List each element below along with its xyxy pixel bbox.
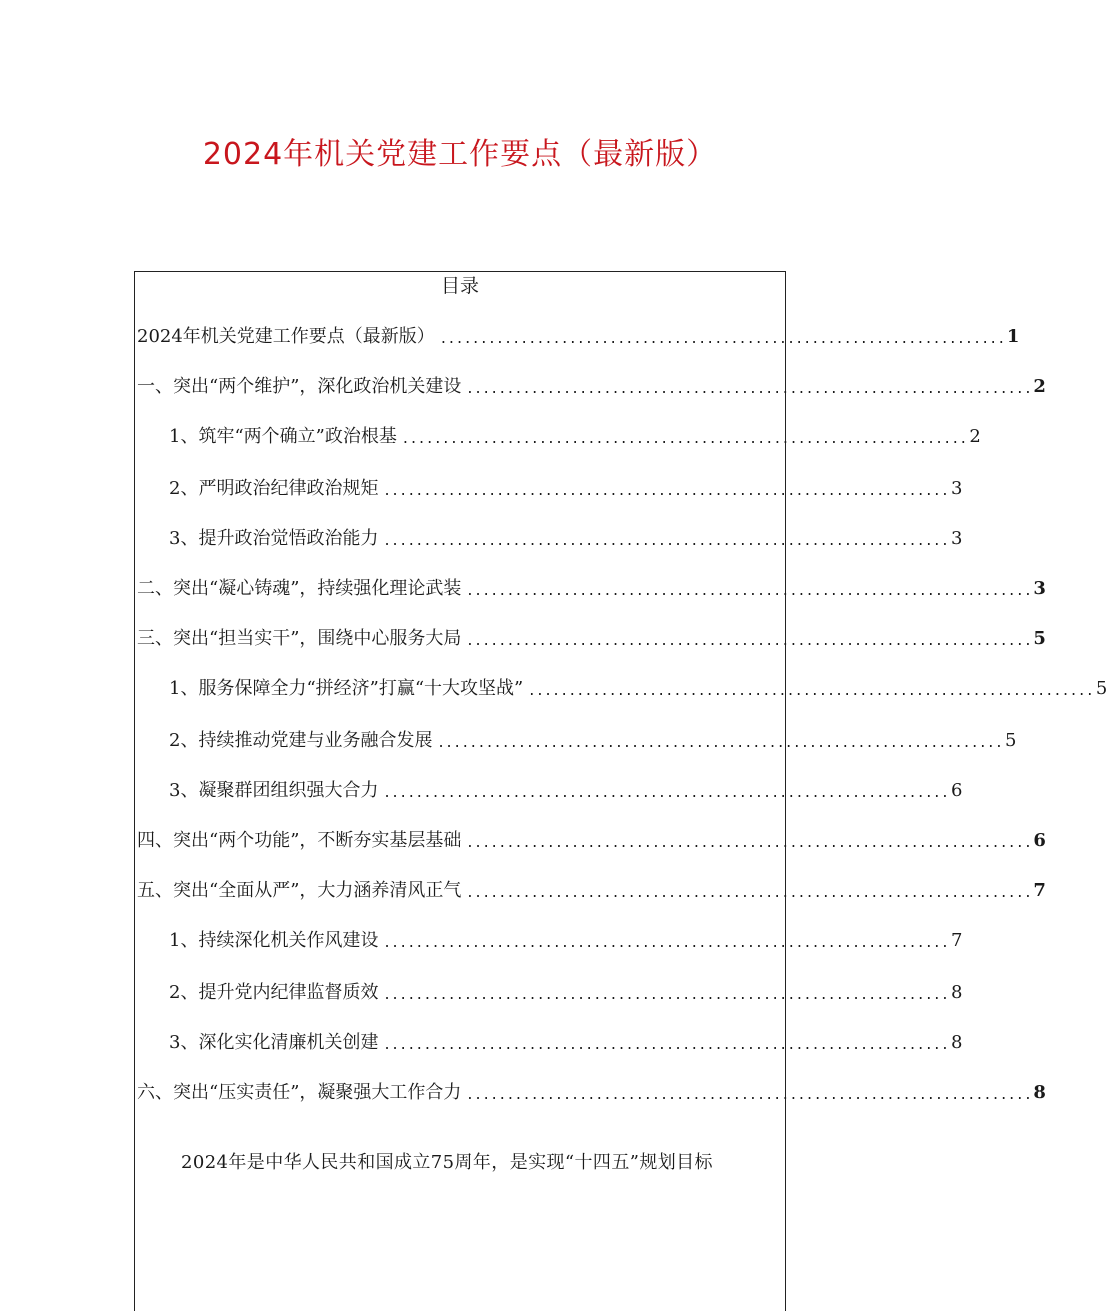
toc-page-number: 2: [969, 426, 981, 447]
toc-entry[interactable]: [169, 524, 963, 554]
toc-page-number: 3: [951, 478, 963, 499]
toc-entry-text: 3、提升政治觉悟政治能力: [169, 528, 379, 549]
toc-entry[interactable]: [169, 978, 963, 1008]
toc-leader-dots: ......................................................................: [402, 428, 969, 447]
toc-entry-text: 1、持续深化机关作风建设: [169, 930, 379, 951]
body-paragraph: 2024年是中华人民共和国成立75周年，是实现“十四五”规划目标: [181, 1152, 713, 1173]
toc-leader-dots: ......................................................................: [438, 732, 1005, 751]
toc-page-number: 1: [1006, 326, 1020, 347]
toc-entry-text: 2、持续推动党建与业务融合发展: [169, 730, 433, 751]
toc-entry-text: 3、凝聚群团组织强大合力: [169, 780, 379, 801]
toc-entry-text: 2、提升党内纪律监督质效: [169, 982, 379, 1003]
toc-page-number: 3: [951, 528, 963, 549]
toc-entry[interactable]: [169, 474, 963, 504]
toc-page-number: 8: [1033, 1082, 1046, 1103]
toc-entry[interactable]: [169, 926, 963, 956]
toc-page-number: 3: [1033, 578, 1046, 599]
toc-leader-dots: ......................................................................: [467, 1084, 1034, 1103]
toc-leader-dots: ......................................................................: [467, 832, 1034, 851]
toc-entry-text: 二、突出“凝心铸魂”，持续强化理论武装: [137, 578, 462, 599]
toc-leader-dots: ......................................................................: [384, 1034, 951, 1053]
toc-entry-text: 1、筑牢“两个确立”政治根基: [169, 426, 397, 447]
toc-leader-dots: ......................................................................: [384, 932, 951, 951]
toc-page-number: 6: [1033, 830, 1046, 851]
toc-entry[interactable]: [169, 776, 963, 806]
toc-leader-dots: ......................................................................: [529, 680, 1096, 699]
toc-page-number: 8: [951, 982, 963, 1003]
toc-leader-dots: ......................................................................: [384, 984, 951, 1003]
toc-entry-text: 六、突出“压实责任”，凝聚强大工作合力: [137, 1082, 462, 1103]
toc-entry-text: 三、突出“担当实干”，围绕中心服务大局: [137, 628, 462, 649]
toc-entry[interactable]: [137, 624, 1046, 654]
toc-entry-text: 2024年机关党建工作要点（最新版）: [137, 326, 435, 347]
toc-entry[interactable]: [137, 322, 1020, 352]
toc-entry[interactable]: [137, 1078, 1046, 1108]
toc-leader-dots: ......................................................................: [467, 378, 1034, 397]
toc-entry-text: 四、突出“两个功能”，不断夯实基层基础: [137, 830, 462, 851]
toc-leader-dots: ......................................................................: [384, 480, 951, 499]
toc-entry[interactable]: [169, 726, 1017, 756]
toc-entry[interactable]: [169, 422, 981, 452]
toc-heading: 目录: [440, 275, 479, 297]
toc-entry[interactable]: [137, 574, 1046, 604]
toc-page-number: 6: [951, 780, 963, 801]
toc-leader-dots: ......................................................................: [467, 882, 1034, 901]
toc-page-number: 7: [1033, 880, 1046, 901]
toc-entry-text: 1、服务保障全力“拼经济”打赢“十大攻坚战”: [169, 678, 524, 699]
toc-page-number: 5: [1095, 678, 1107, 699]
toc-entry[interactable]: [169, 1028, 963, 1058]
toc-entry[interactable]: [169, 674, 1107, 704]
toc-entry-text: 2、严明政治纪律政治规矩: [169, 478, 379, 499]
toc-page-number: 8: [951, 1032, 963, 1053]
toc-page-number: 5: [1033, 628, 1046, 649]
toc-entry[interactable]: [137, 876, 1046, 906]
toc-page-number: 5: [1005, 730, 1017, 751]
toc-entry-text: 一、突出“两个维护”，深化政治机关建设: [137, 376, 462, 397]
toc-leader-dots: ......................................................................: [467, 630, 1034, 649]
toc-entry-text: 3、深化实化清廉机关创建: [169, 1032, 379, 1053]
toc-page-number: 7: [951, 930, 963, 951]
toc-entry[interactable]: [137, 372, 1046, 402]
toc-leader-dots: ......................................................................: [440, 328, 1007, 347]
toc-entry-text: 五、突出“全面从严”，大力涵养清风正气: [137, 880, 462, 901]
toc-leader-dots: ......................................................................: [384, 530, 951, 549]
toc-leader-dots: ......................................................................: [384, 782, 951, 801]
toc-page-number: 2: [1033, 376, 1046, 397]
toc-entry[interactable]: [137, 826, 1046, 856]
toc-leader-dots: ......................................................................: [467, 580, 1034, 599]
document-title: 2024年机关党建工作要点（最新版）: [202, 137, 718, 172]
